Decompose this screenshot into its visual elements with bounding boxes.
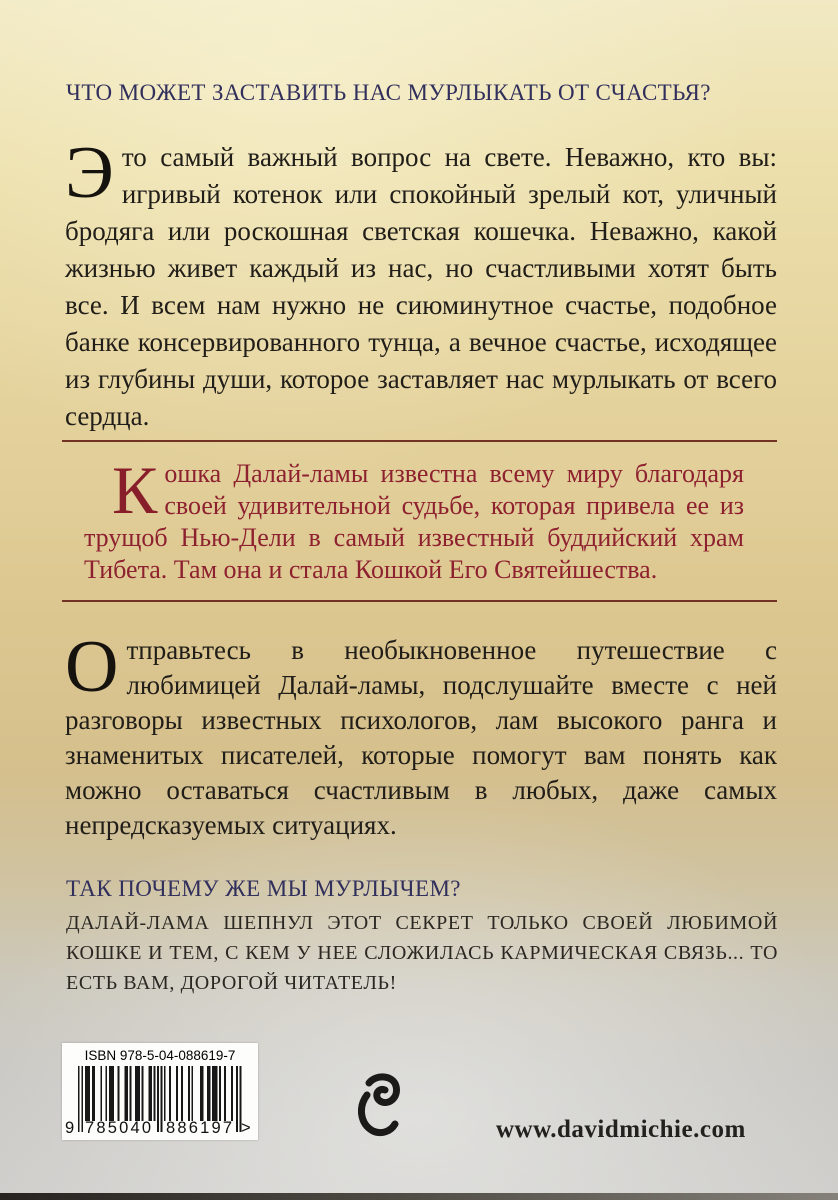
isbn-barcode-block [62, 1043, 258, 1140]
dropcap-letter: Э [65, 132, 114, 214]
barcode-tail-mark: > [241, 1119, 251, 1137]
cover-bottom-edge [0, 1193, 838, 1200]
journey-paragraph-text: тправьтесь в необыкновенное путешествие с любимицей Далай-ламы, подслушайте вместе с ней разговоры известных психологов, лам высокого ранга и знаменитых писателей, которые помогут вам понять как можно оставаться счастливым в любых, даже самых непредсказуемых ситуациях. [65, 635, 777, 840]
eksmo-publisher-logo-icon [358, 1073, 402, 1144]
annotation-quote-text: ошка Далай-ламы известна всему миру благодаря своей удивительной судьбе, которая привела ее из трущоб Нью-Дели в самый известный буддийский храм Тибета. Там она и стала Кошкой Его Святейшества. [84, 459, 744, 584]
purr-heading: ТАК ПОЧЕМУ ЖЕ МЫ МУРЛЫЧЕМ? [66, 876, 461, 901]
barcode-digit-group1: 785040 [85, 1119, 154, 1137]
divider-rule-top [62, 440, 777, 442]
barcode-digits [62, 1119, 258, 1139]
barcode-digit-first: 9 [65, 1119, 75, 1137]
intro-paragraph-text: то самый важный вопрос на свете. Неважно, кто вы: игривый котенок или спокойный зрелый кот, уличный бродяга или роскошная светская кошечка. Неважно, какой жизнью живет каждый из нас, но счастливыми хотят быть все. И всем нам нужно не сиюминутное счастье, подобное банке консервированного тунца, а вечное счастье, исходящее из глубины души, которое заставляет нас мурлыкать от всего сердца. [65, 142, 777, 431]
intro-paragraph [65, 132, 777, 435]
divider-rule-bottom [62, 600, 777, 602]
secret-paragraph: ДАЛАЙ-ЛАМА ШЕПНУЛ ЭТОТ СЕКРЕТ ТОЛЬКО СВОЕЙ ЛЮБИМОЙ КОШКЕ И ТЕМ, С КЕМ У НЕЕ СЛОЖИЛАСЬ КАРМИЧЕСКАЯ СВЯЗЬ... ТО ЕСТЬ ВАМ, ДОРОГОЙ ЧИТАТЕЛЬ! [66, 912, 778, 994]
dropcap-letter: О [65, 626, 119, 708]
journey-paragraph [65, 626, 777, 843]
isbn-label: ISBN 978-5-04-088619-7 [84, 1048, 236, 1063]
question-heading: ЧТО МОЖЕТ ЗАСТАВИТЬ НАС МУРЛЫКАТЬ ОТ СЧАСТЬЯ? [66, 80, 711, 105]
barcode-digit-group2: 886197 [166, 1119, 235, 1137]
annotation-quote [84, 452, 744, 586]
author-website: www.davidmichie.com [496, 1116, 746, 1143]
dropcap-letter: К [112, 452, 158, 528]
